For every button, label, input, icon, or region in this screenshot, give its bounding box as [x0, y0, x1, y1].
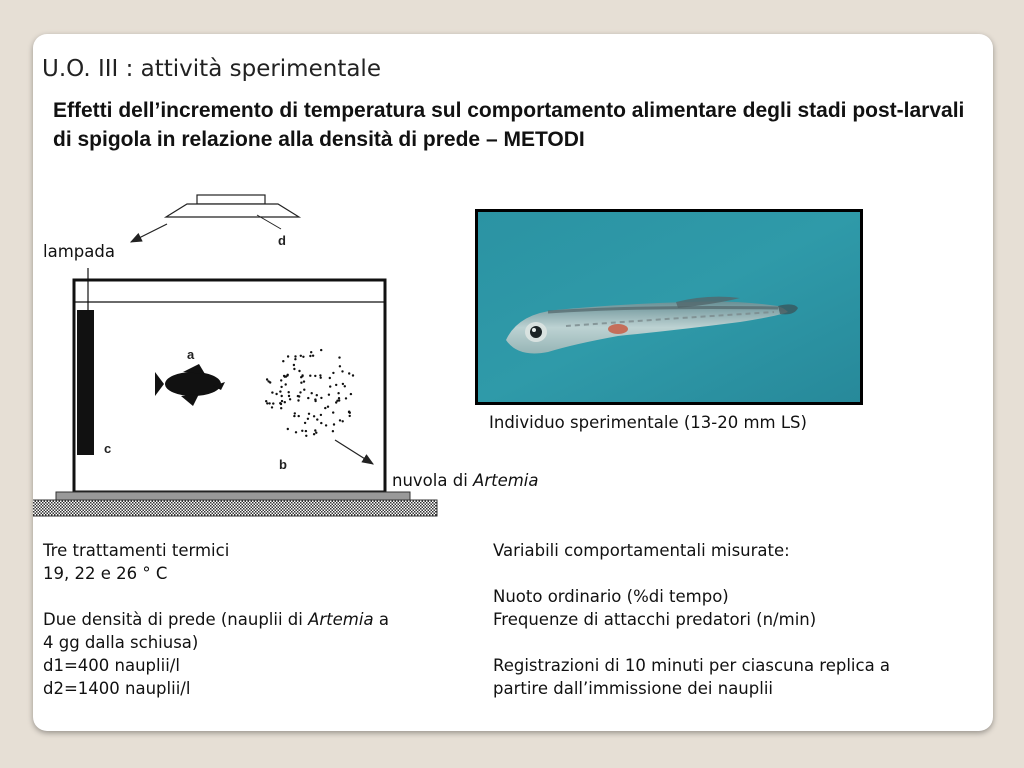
artemia-dot — [320, 397, 322, 399]
artemia-dot — [320, 422, 322, 424]
label-b: b — [279, 457, 287, 472]
artemia-dot — [304, 422, 306, 424]
artemia-dot — [298, 415, 300, 417]
artemia-dot — [267, 380, 269, 382]
artemia-dot — [301, 374, 303, 376]
artemia-dot — [303, 380, 305, 382]
artemia-dot — [298, 370, 300, 372]
heater-rod — [77, 310, 94, 455]
artemia-dot — [295, 431, 297, 433]
artemia-dot — [332, 430, 334, 432]
aquarium-tank — [74, 280, 385, 492]
artemia-dot — [303, 389, 305, 391]
artemia-dot — [282, 360, 284, 362]
recording-line-1: Registrazioni di 10 minuti per ciascuna replica a — [493, 656, 891, 675]
artemia-dot — [287, 355, 289, 357]
lamp-fixture — [166, 195, 299, 217]
artemia-cloud-label: nuvola di Artemia — [392, 471, 539, 490]
artemia-dot — [348, 372, 350, 374]
artemia-dot — [298, 395, 300, 397]
artemia-dot — [352, 374, 354, 376]
density-d2: d2=1400 nauplii/l — [43, 679, 191, 698]
artemia-dot — [314, 375, 316, 377]
artemia-dot — [350, 393, 352, 395]
artemia-dot — [309, 355, 311, 357]
artemia-dot — [294, 355, 296, 357]
label-a: a — [187, 347, 195, 362]
blank-line — [493, 631, 890, 654]
artemia-dot — [325, 424, 327, 426]
density-d1: d1=400 nauplii/l — [43, 656, 180, 675]
bench-surface — [33, 500, 437, 516]
artemia-dot — [268, 402, 270, 404]
fish-photo — [475, 209, 863, 405]
artemia-dot — [302, 356, 304, 358]
artemia-dot — [305, 430, 307, 432]
artemia-dot — [332, 372, 334, 374]
artemia-dot — [279, 390, 281, 392]
artemia-dot — [328, 394, 330, 396]
artemia-dot — [309, 375, 311, 377]
label-c: c — [104, 441, 112, 456]
treatments-line: Tre trattamenti termici — [43, 541, 230, 560]
artemia-dot — [275, 393, 277, 395]
artemia-dot — [280, 379, 282, 381]
artemia-dot — [285, 383, 287, 385]
artemia-dot — [341, 370, 343, 372]
artemia-dot — [344, 385, 346, 387]
artemia-dot — [313, 433, 315, 435]
artemia-dot — [286, 374, 288, 376]
artemia-dot — [348, 411, 350, 413]
artemia-dot — [315, 432, 317, 434]
artemia-dot — [271, 391, 273, 393]
artemia-dot — [288, 391, 290, 393]
artemia-dot — [339, 419, 341, 421]
artemia-dot — [307, 418, 309, 420]
artemia-dot — [271, 406, 273, 408]
variables-text — [493, 539, 890, 700]
artemia-dot — [314, 429, 316, 431]
label-d: d — [278, 233, 286, 248]
artemia-dot — [349, 415, 351, 417]
artemia-dot — [288, 395, 290, 397]
artemia-dot — [305, 435, 307, 437]
temperatures-line: 19, 22 e 26 ° C — [43, 564, 168, 583]
artemia-dot — [272, 402, 274, 404]
hatching-line: 4 gg dalla schiusa) — [43, 633, 199, 652]
slide — [33, 34, 993, 731]
artemia-dot — [333, 423, 335, 425]
artemia-dot — [336, 400, 338, 402]
artemia-dot — [319, 374, 321, 376]
artemia-dot — [280, 386, 282, 388]
artemia-dot — [316, 394, 318, 396]
artemia-dot — [265, 400, 267, 402]
recording-line-2: partire dall’immissione dei nauplii — [493, 679, 773, 698]
artemia-dot — [280, 403, 282, 405]
lamp-arrow — [131, 224, 167, 242]
variables-heading: Variabili comportamentali misurate: — [493, 541, 790, 560]
artemia-dot — [314, 398, 316, 400]
artemia-dot — [345, 397, 347, 399]
artemia-dot — [266, 378, 268, 380]
artemia-dot — [327, 406, 329, 408]
artemia-dot — [293, 364, 295, 366]
artemia-dot — [320, 377, 322, 379]
artemia-dot — [338, 356, 340, 358]
artemia-dot — [320, 349, 322, 351]
artemia-dot — [297, 399, 299, 401]
artemia-dot — [299, 391, 301, 393]
fish-photo-image — [478, 212, 860, 402]
blank-line — [493, 562, 890, 585]
artemia-dot — [320, 414, 322, 416]
artemia-dot — [339, 365, 341, 367]
artemia-dot — [313, 415, 315, 417]
attack-frequency-variable: Frequenze di attacchi predatori (n/min) — [493, 610, 817, 629]
artemia-dot — [287, 428, 289, 430]
slide-title: Effetti dell’incremento di temperatura sul comportamento alimentare degli stadi post-larvali di spigola in relazione alla densità di prede – METODI — [53, 99, 965, 151]
artemia-dot — [266, 402, 268, 404]
artemia-dot — [329, 377, 331, 379]
artemia-dot — [281, 395, 283, 397]
swimming-variable: Nuoto ordinario (%di tempo) — [493, 587, 729, 606]
artemia-dot — [289, 398, 291, 400]
treatments-text — [43, 539, 389, 700]
artemia-dot — [307, 397, 309, 399]
artemia-dot — [308, 413, 310, 415]
artemia-dot — [329, 385, 331, 387]
artemia-dot — [300, 355, 302, 357]
artemia-dot — [338, 397, 340, 399]
artemia-dot — [300, 382, 302, 384]
artemia-dot — [293, 415, 295, 417]
artemia-dot — [312, 355, 314, 357]
densities-line: Due densità di prede (nauplii di Artemia a — [43, 610, 389, 629]
photo-caption: Individuo sperimentale (13-20 mm LS) — [489, 413, 807, 432]
artemia-dot — [301, 430, 303, 432]
blank-line — [43, 585, 389, 608]
artemia-dot — [324, 407, 326, 409]
artemia-dot — [342, 383, 344, 385]
artemia-dot — [293, 368, 295, 370]
artemia-dot — [283, 375, 285, 377]
artemia-dot — [337, 392, 339, 394]
artemia-dot — [284, 401, 286, 403]
artemia-dot — [280, 407, 282, 409]
artemia-dot — [294, 358, 296, 360]
lamp-label: lampada — [43, 242, 115, 261]
artemia-dot — [335, 384, 337, 386]
slide-subtitle: U.O. III : attività sperimentale — [42, 56, 381, 82]
artemia-dot — [332, 411, 334, 413]
artemia-dot — [311, 392, 313, 394]
artemia-dot — [342, 420, 344, 422]
artemia-dot — [310, 351, 312, 353]
artemia-dot — [281, 400, 283, 402]
artemia-dot — [316, 418, 318, 420]
artemia-dot — [294, 412, 296, 414]
tank-stand — [56, 492, 410, 500]
